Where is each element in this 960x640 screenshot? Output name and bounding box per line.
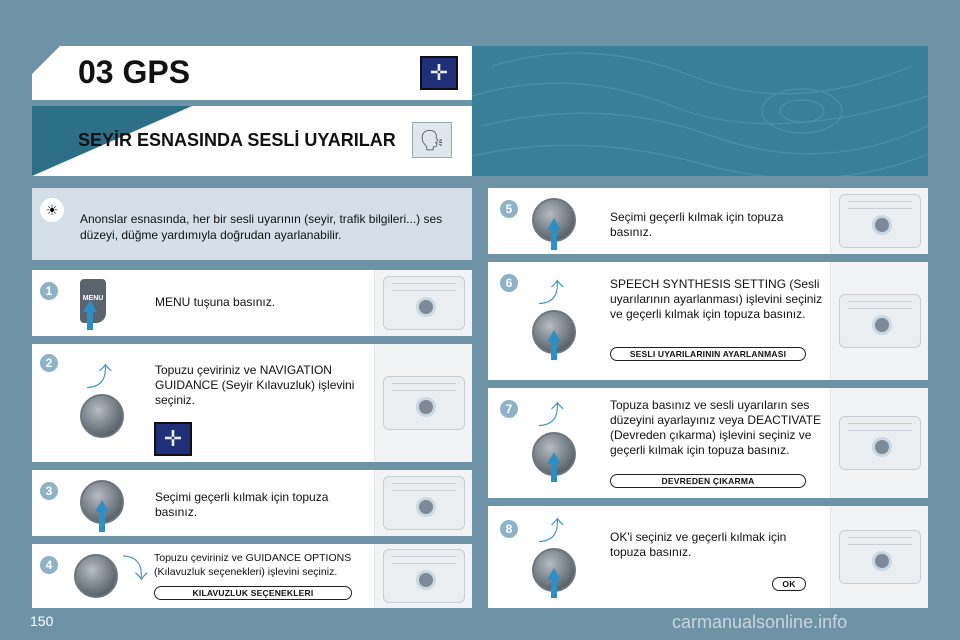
rotate-arrow-icon: ⤴ [86, 362, 113, 392]
watermark: carmanualsonline.info [672, 612, 848, 632]
knob-icon [80, 394, 124, 438]
radio-illustration [374, 470, 472, 536]
step-number: 1 [38, 280, 60, 302]
push-arrow-stem [87, 312, 93, 330]
step-8-text: OK'i seçiniz ve geçerli kılmak için topuza basınız. [610, 530, 787, 559]
radio-illustration [830, 506, 928, 608]
step-6-text: SPEECH SYNTHESIS SETTING (Sesli uyarılarının ayarlanması) işlevini seçiniz ve geçerli kılmak için topuza basınız. [610, 277, 823, 321]
rotate-arrow-icon: ⤴ [538, 516, 565, 546]
step-7-text: Topuza basınız ve sesli uyarıların ses düzeyini ayarlayınız veya DEACTIVATE (Devreden çıkarma) işlevini seçiniz ve geçerli kılmak için topuza basınız. [610, 398, 821, 457]
page-number: 150 [30, 613, 54, 629]
lightbulb-icon: ☀ [40, 198, 64, 222]
option-pill: SESLI UYARILARININ AYARLANMASI [610, 347, 806, 361]
step-number: 4 [38, 554, 60, 576]
contour-pattern [472, 46, 928, 176]
chapter-title: 03 GPS [78, 54, 191, 90]
info-text: Anonslar esnasında, her bir sesli uyarının (seyir, trafik bilgileri...) ses düzeyi, düğme yardımıyla doğrudan ayarlanabilir. [80, 212, 443, 242]
push-arrow-icon [547, 452, 561, 464]
step-number: 6 [498, 272, 520, 294]
section-title: SEYİR ESNASINDA SESLİ UYARILAR [78, 130, 396, 150]
knob-icon [74, 554, 118, 598]
push-arrow-icon [95, 500, 109, 512]
radio-illustration [830, 188, 928, 254]
push-arrow-stem [551, 580, 557, 598]
step-4-text: Topuzu çeviriniz ve GUIDANCE OPTIONS (Kılavuzluk seçenekleri) işlevini seçiniz. [154, 552, 352, 578]
step-3-text: Seçimi geçerli kılmak için topuza basınız. [155, 490, 329, 519]
push-arrow-stem [551, 342, 557, 360]
push-arrow-stem [551, 230, 557, 250]
step-1-text: MENU tuşuna basınız. [155, 295, 276, 309]
step-number: 3 [38, 480, 60, 502]
push-arrow-icon [547, 330, 561, 342]
radio-illustration [830, 388, 928, 498]
push-arrow-stem [551, 464, 557, 482]
step-5-text: Seçimi geçerli kılmak için topuza basınız. [610, 210, 784, 239]
crossroad-icon: ✛ [420, 56, 458, 90]
menu-button-icon: MENU [80, 279, 106, 323]
speaking-head-icon: 🗣 [412, 122, 452, 158]
push-arrow-icon [83, 300, 97, 312]
step-number: 2 [38, 352, 60, 374]
step-number: 8 [498, 518, 520, 540]
rotate-arrow-icon: ⤴ [538, 278, 565, 308]
push-arrow-icon [547, 218, 561, 230]
step-number: 7 [498, 398, 520, 420]
step-number: 5 [498, 198, 520, 220]
radio-illustration [374, 344, 472, 462]
option-pill: KILAVUZLUK SEÇENEKLERI [154, 586, 352, 600]
option-pill: DEVREDEN ÇIKARMA [610, 474, 806, 488]
ok-pill: OK [772, 577, 806, 591]
rotate-arrow-icon: ⤴ [538, 400, 565, 430]
radio-illustration [374, 270, 472, 336]
push-arrow-icon [547, 568, 561, 580]
step-2-text: Topuzu çeviriniz ve NAVIGATION GUIDANCE (Seyir Kılavuzluk) işlevini seçiniz. [155, 363, 355, 407]
radio-illustration [374, 544, 472, 608]
header-decor-panel [472, 46, 928, 176]
push-arrow-stem [99, 512, 105, 532]
rotate-arrow-icon: ⤵ [122, 554, 149, 584]
crossroad-icon: ✛ [154, 422, 192, 456]
radio-illustration [830, 262, 928, 380]
